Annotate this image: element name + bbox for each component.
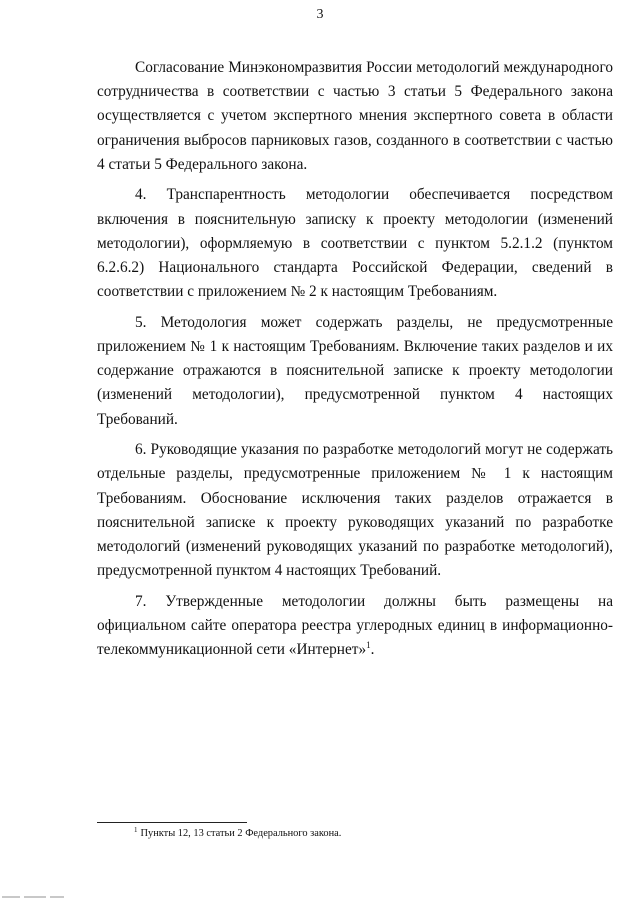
footnote-reference[interactable]: 1 [366,640,371,651]
footnote [134,827,614,840]
paragraph-4-transparency: 4. Транспарентность методологии обеспечивается посредством включения в пояснительную записку к проекту методологии (изменений методологии), оформляемую в соответствии с пунктом 5.2.1.2 (пунктом 6.2.6.2) Национального стандарта Российской Федерации, сведений в соответствии с приложением № 2 к настоящим Требованиям. [97,186,613,301]
document-body [97,56,613,669]
paragraph-7-publication [97,590,613,663]
paragraph-7-text: 7. Утвержденные методологии должны быть размещены на официальном сайте оператора реестра углеродных единиц в информационно-телекоммуникационной сети «Интернет» [97,592,613,659]
paragraph-6-guidelines: 6. Руководящие указания по разработке методологий могут не содержать отдельные разделы, предусмотренные приложением № 1 к настоящим Требованиям. Обоснование исключения таких разделов отражается в пояснительной записке к проекту руководящих указаний по разработке методологий (изменений руководящих указаний по разработке методологий), предусмотренной пунктом 4 настоящих Требований. [97,441,613,580]
footnote-text: Пункты 12, 13 статьи 2 Федерального закона. [140,828,342,839]
footnote-mark: 1 [134,825,138,834]
footnote-separator [97,822,247,823]
paragraph-5-methodology-sections: 5. Методология может содержать разделы, не предусмотренные приложением № 1 к настоящим Требованиям. Включение таких разделов и их содержание отражаются в пояснительной записке к проекту методологии (изменений методологии), предусмотренной пунктом 4 настоящих Требований. [97,313,613,428]
scan-artifact [0,896,102,902]
page-number: 3 [316,7,324,22]
paragraph-approval: Согласование Минэкономразвития России методологий международного сотрудничества в соответствии с частью 3 статьи 5 Федерального закона осуществляется с учетом экспертного мнения экспертного совета в области ограничения выбросов парниковых газов, созданного в соответствии с частью 4 статьи 5 Федерального закона. [97,59,613,173]
paragraph-7-trailing: . [370,641,375,659]
